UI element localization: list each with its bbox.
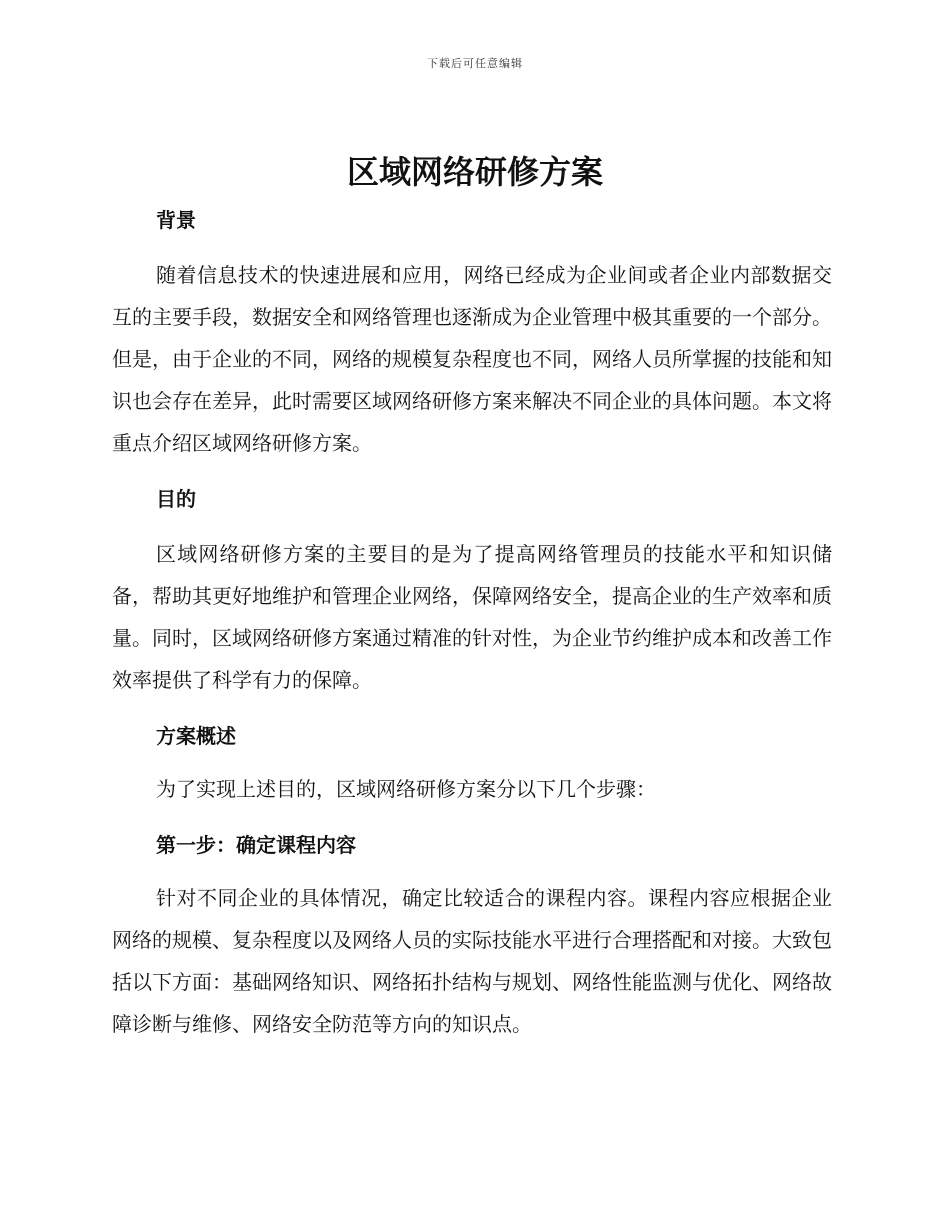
section-paragraph-overview: 为了实现上述目的，区域网络研修方案分以下几个步骤：	[156, 777, 656, 801]
page-header-note: 下载后可任意编辑	[427, 57, 523, 70]
section-heading-background: 背景	[156, 208, 196, 232]
section-paragraph-purpose: 区域网络研修方案的主要目的是为了提高网络管理员的技能水平和知识储备，帮助其更好地维护和管理企业网络，保障网络安全，提高企业的生产效率和质量。同时，区域网络研修方案通过精准的针对性，为企业节约维护成本和改善工作效率提供了科学有力的保障。	[112, 542, 832, 692]
section-heading-purpose: 目的	[156, 487, 196, 511]
section-heading-overview: 方案概述	[156, 724, 236, 748]
section-paragraph-background: 随着信息技术的快速进展和应用，网络已经成为企业间或者企业内部数据交互的主要手段，数据安全和网络管理也逐渐成为企业管理中极其重要的一个部分。但是，由于企业的不同，网络的规模复杂程度也不同，网络人员所掌握的技能和知识也会存在差异，此时需要区域网络研修方案来解决不同企业的具体问题。本文将重点介绍区域网络研修方案。	[112, 263, 832, 455]
document-title: 区域网络研修方案	[346, 153, 603, 191]
section-heading-step-one: 第一步：确定课程内容	[156, 833, 356, 857]
section-paragraph-step-one: 针对不同企业的具体情况，确定比较适合的课程内容。课程内容应根据企业网络的规模、复杂程度以及网络人员的实际技能水平进行合理搭配和对接。大致包括以下方面：基础网络知识、网络拓扑结构与规划、网络性能监测与优化、网络故障诊断与维修、网络安全防范等方向的知识点。	[112, 886, 832, 1036]
